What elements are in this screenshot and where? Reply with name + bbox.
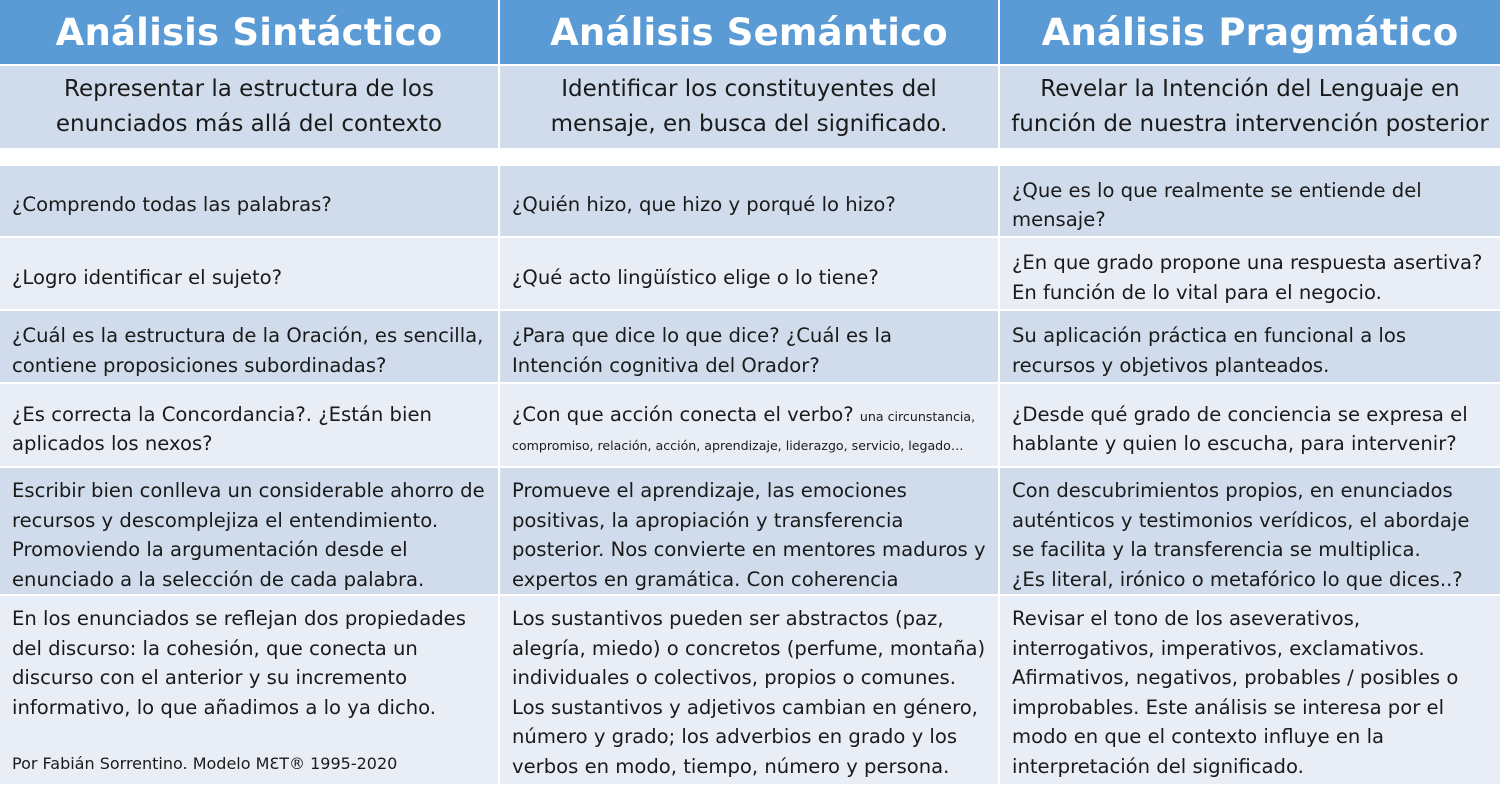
table-cell	[500, 238, 1000, 311]
cell-text: ¿Quién hizo, que hizo y porqué lo hizo?	[512, 193, 896, 217]
table-cell	[0, 311, 500, 384]
cell-text: ¿Para que dice lo que dice? ¿Cuál es la Intención cognitiva del Orador?	[512, 324, 892, 377]
cell-text: ¿Desde qué grado de conciencia se expresa el hablante y quien lo escucha, para intervenir?	[1012, 402, 1468, 455]
header-pragmatico: Análisis Pragmático	[1000, 0, 1500, 66]
table-cell	[0, 384, 500, 468]
subheader-semantico: Identificar los constituyentes del mensaje, en busca del significado.	[500, 66, 1000, 150]
table-cell	[500, 384, 1000, 468]
spacer	[500, 150, 1000, 166]
table-cell	[500, 311, 1000, 384]
cell-text-small: una circunstancia, compromiso, relación, acción, aprendizaje, liderazgo, servicio, legado…	[512, 408, 976, 453]
table-cell	[0, 238, 500, 311]
cell-text: Promueve el aprendizaje, las emociones positivas, la apropiación y transferencia posterior. Nos convierte en mentores maduros y expertos en gramática. Con coherencia	[512, 479, 986, 591]
table-cell	[1000, 596, 1500, 786]
cell-text: Su aplicación práctica en funcional a los recursos y objetivos planteados.	[1012, 324, 1407, 377]
table-cell	[500, 166, 1000, 238]
table-cell	[1000, 166, 1500, 238]
cell-text: En los enunciados se reflejan dos propiedades del discurso: la cohesión, que conecta un discurso con el anterior y su incremento informativo, lo que añadimos a lo ya dicho.	[12, 607, 466, 719]
header-sintactico: Análisis Sintáctico	[0, 0, 500, 66]
author-credit: Por Fabián Sorrentino. Modelo MƐT® 1995-2020	[12, 754, 398, 773]
cell-text: Con descubrimientos propios, en enunciados auténticos y testimonios verídicos, el abordaje se facilita y la transferencia se multiplica. ¿Es literal, irónico o metafórico lo que dices..?	[1012, 479, 1470, 591]
cell-text: ¿Qué acto lingüístico elige o lo tiene?	[512, 265, 879, 289]
table-cell	[1000, 468, 1500, 596]
table-cell	[0, 596, 500, 786]
table-cell	[500, 468, 1000, 596]
subheader-pragmatico: Revelar la Intención del Lenguaje en función de nuestra intervención posterior	[1000, 66, 1500, 150]
header-semantico: Análisis Semántico	[500, 0, 1000, 66]
cell-text: ¿Cuál es la estructura de la Oración, es sencilla, contiene proposiciones subordinadas?	[12, 324, 484, 377]
subheader-sintactico: Representar la estructura de los enunciados más allá del contexto	[0, 66, 500, 150]
table-cell	[500, 596, 1000, 786]
spacer	[1000, 150, 1500, 166]
table-cell	[0, 468, 500, 596]
cell-text: ¿Comprendo todas las palabras?	[12, 193, 332, 217]
cell-text: Escribir bien conlleva un considerable ahorro de recursos y descomplejiza el entendimiento. Promoviendo la argumentación desde el enunciado a la selección de cada palabra.	[12, 479, 485, 591]
cell-text: Los sustantivos pueden ser abstractos (paz, alegría, miedo) o concretos (perfume, montaña) individuales o colectivos, propios o comunes. Los sustantivos y adjetivos cambian en género, número y grado; los adverbios en grado y los verbos en modo, tiempo, número y persona.	[512, 607, 986, 778]
cell-text-main: ¿Con que acción conecta el verbo?	[512, 402, 854, 426]
table-cell	[0, 166, 500, 238]
table-cell	[1000, 311, 1500, 384]
cell-text: Revisar el tono de los aseverativos, interrogativos, imperativos, exclamativos. Afirmativos, negativos, probables / posibles o improbables. Este análisis se interesa por el modo en que el contexto influye en la interpretación del significado.	[1012, 607, 1459, 778]
cell-text	[512, 400, 988, 459]
cell-text: ¿Logro identificar el sujeto?	[12, 265, 283, 289]
spacer	[0, 150, 500, 166]
cell-text: ¿Es correcta la Concordancia?. ¿Están bien aplicados los nexos?	[12, 402, 432, 455]
table-cell	[1000, 384, 1500, 468]
table-cell	[1000, 238, 1500, 311]
cell-text: ¿En que grado propone una respuesta asertiva? En función de lo vital para el negocio.	[1012, 251, 1483, 304]
cell-text: ¿Que es lo que realmente se entiende del mensaje?	[1012, 178, 1422, 231]
